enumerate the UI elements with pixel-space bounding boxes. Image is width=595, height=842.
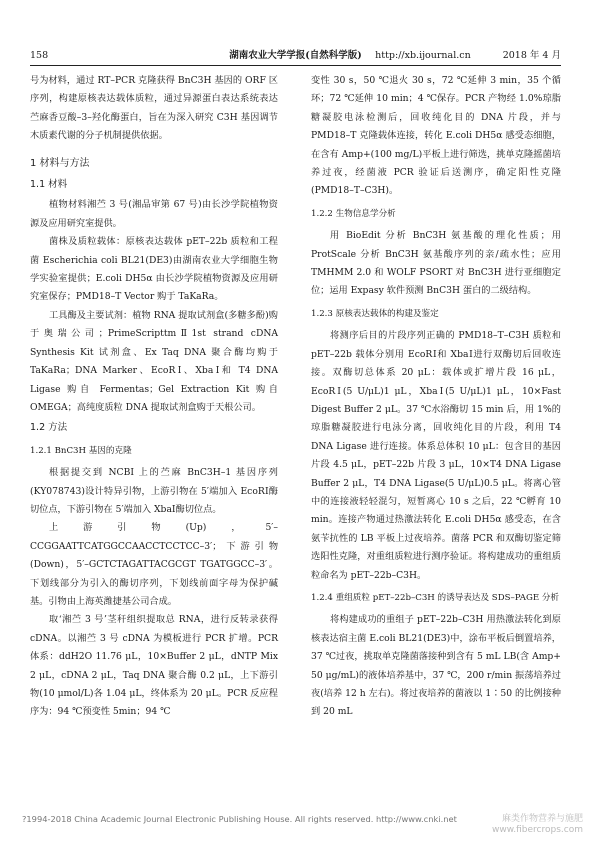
issue-date [375, 49, 561, 63]
issue-date-text: 2018 年 4 月 [502, 50, 561, 61]
watermark [492, 814, 583, 836]
paragraph: 变性 30 s，50 ℃退火 30 s，72 ℃延伸 3 min，35 个循环；72 ℃延伸 10 min；4 ℃保存。PCR 产物经 1.0%琼脂糖凝胶电泳检测后，回收纯化目的 DNA 片段，并与 PMD18–T 克隆载体连接，转化 E.coli DH5α 感受态细胞，在含有 Amp+(100 mg/L)平板上进行筛选，挑单克隆摇菌培养过夜，经菌液 PCR 验证后送测序，确定阳性克隆(PMD18–T–C3H)。 [311, 75, 561, 197]
paragraph: 工具酶及主要试剂：植物 RNA 提取试剂盒(多糖多酚)购于奥瑞公司；PrimeScripttmⅡ1st strand cDNA Synthesis Kit 试剂盒、Ex Taq DNA 聚合酶均购于 TaKaRa；DNA Marker、EcoRⅠ、XbaⅠ和 T4 DNA Ligase 购自 Fermentas；Gel Extraction Kit 购自 OMEGA；高纯度质粒 DNA 提取试剂盒购于天根公司。 [30, 309, 278, 413]
section-heading: 1 材料与方法 [30, 157, 90, 169]
left-column [30, 72, 278, 722]
page-header [30, 49, 561, 63]
paragraph: 将构建成功的重组子 pET–22b–C3H 用热激法转化到原核表达宿主菌 E.coli BL21(DE3)中，涂布平板后倒置培养，37 ℃过夜，挑取单克隆菌落接种到含有 5 mL LB(含 Amp+ 50 μg/mL)的液体培养基中，37 ℃，200 r/min 振荡培养过夜(培养 12 h 左右)。将过夜培养的菌液以 1∶50 的比例接种到 20 mL [311, 614, 561, 718]
journal-website[interactable]: http://xb.ijournal.cn [375, 50, 471, 61]
paragraph: 根据提交到 NCBI 上的苎麻 BnC3H–1 基因序列(KY078743)设计特异引物，上游引物在 5′端加入 EcoRⅠ酶切位点，下游引物在 5′端加入 XbaⅠ酶切位点。 [30, 467, 278, 515]
paragraph: 号为材料，通过 RT–PCR 克隆获得 BnC3H 基因的 ORF 区序列，构建原核表达载体质粒，通过异源蛋白表达系统表达苎麻香豆酸–3–羟化酶蛋白，旨在为深入研究 C3H 基因调节木质素代谢的分子机制提供依据。 [30, 75, 278, 142]
copyright-footer: ?1994-2018 China Academic Journal Electronic Publishing House. All rights reserved. http://www.cnki.net [22, 814, 457, 824]
page-number: 158 [30, 50, 49, 61]
subsubsection-heading: 1.2.2 生物信息学分析 [311, 208, 396, 219]
paragraph: 植物材料湘苎 3 号(湘品审第 67 号)由长沙学院植物资源及应用研究室提供。 [30, 199, 278, 229]
paragraph: 将测序后目的片段序列正确的 PMD18–T–C3H 质粒和 pET–22b 载体分别用 EcoRⅠ和 XbaⅠ进行双酶切后回收连接。双酶切总体系 20 μL：载体或扩增片段 16 μL，EcoRⅠ(5 U/μL)1 μL，XbaⅠ(5 U/μL)1 μL，10×Fast Digest Buffer 2 μL。37 ℃水浴酶切 15 min 后，用 1%的琼脂糖凝胶进行电泳分离，回收纯化目的片段，利用 T4 DNA Ligase 进行连接。体系总体积 10 μL：包含目的基因片段 4.5 μL，pET–22b 片段 3 μL，10×T4 DNA Ligase Buffer 2 μL，T4 DNA Ligase(5 U/μL)0.5 μL。将离心管中的连接液轻轻混匀，短暂离心 10 s 之后，22 ℃孵育 10 min。连接产物通过热激法转化 E.coli DH5α 感受态，在含氨苄抗性的 LB 平板上过夜培养。菌落 PCR 和双酶切鉴定筛选阳性克隆，对重组质粒进行测序验证。将构建成功的重组质粒命名为 pET–22b–C3H。 [311, 330, 561, 581]
journal-name: 湖南农业大学学报(自然科学版) [229, 50, 362, 61]
watermark-line1: 麻类作物营养与施肥 [501, 814, 583, 824]
subsubsection-heading: 1.2.1 BnC3H 基因的克隆 [30, 445, 132, 456]
primer-paragraph: 上游引物(Up)，5′–CCGGAATTCATGGCCAACCTCCTCC–3′；下游引物(Down)，5′–GCTCTAGATTACGCGT TGATGGCC–3′。下划线部分为引入的酶切序列，下划线前面字母为保护碱基。引物由上海英潍捷基公司合成。 [30, 522, 278, 607]
subsubsection-heading: 1.2.4 重组质粒 pET–22b–C3H 的诱导表达及 SDS–PAGE 分析 [311, 592, 560, 603]
paragraph: 取‘湘苎 3 号’茎秆组织提取总 RNA，进行反转录获得 cDNA。以湘苎 3 号 cDNA 为模板进行 PCR 扩增。PCR 体系：ddH2O 11.76 μL，10×Buffer 2 μL，dNTP Mix 2 μL，cDNA 2 μL，Taq DNA 聚合酶 0.2 μL，上下游引物(10 μmol/L)各 1.04 μL，终体系为 20 μL。PCR 反应程序为：94 ℃预变性 5min；94 ℃ [30, 614, 278, 718]
subsection-heading: 1.2 方法 [30, 422, 68, 434]
subsubsection-heading: 1.2.3 原核表达载体的构建及鉴定 [311, 308, 439, 319]
paragraph: 菌株及质粒载体：原核表达载体 pET–22b 质粒和工程菌 Escherichia coli BL21(DE3)由湖南农业大学细胞生物学实验室提供；E.coli DH5α 由长沙学院植物资源及应用研究室保存；PMD18–T Vector 购于 TaKaRa。 [30, 236, 278, 303]
subsection-heading: 1.1 材料 [30, 179, 68, 191]
right-column [311, 72, 561, 722]
header-rule [30, 65, 561, 66]
watermark-line2: www.fibercrops.com [492, 825, 583, 835]
paragraph: 用 BioEdit 分析 BnC3H 氨基酸的理化性质；用 ProtScale 分析 BnC3H 氨基酸序列的亲/疏水性；应用 TMHMM 2.0 和 WOLF PSORT 对 BnC3H 进行亚细胞定位；运用 Expasy 软件预测 BnC3H 蛋白的二级结构。 [311, 230, 561, 297]
